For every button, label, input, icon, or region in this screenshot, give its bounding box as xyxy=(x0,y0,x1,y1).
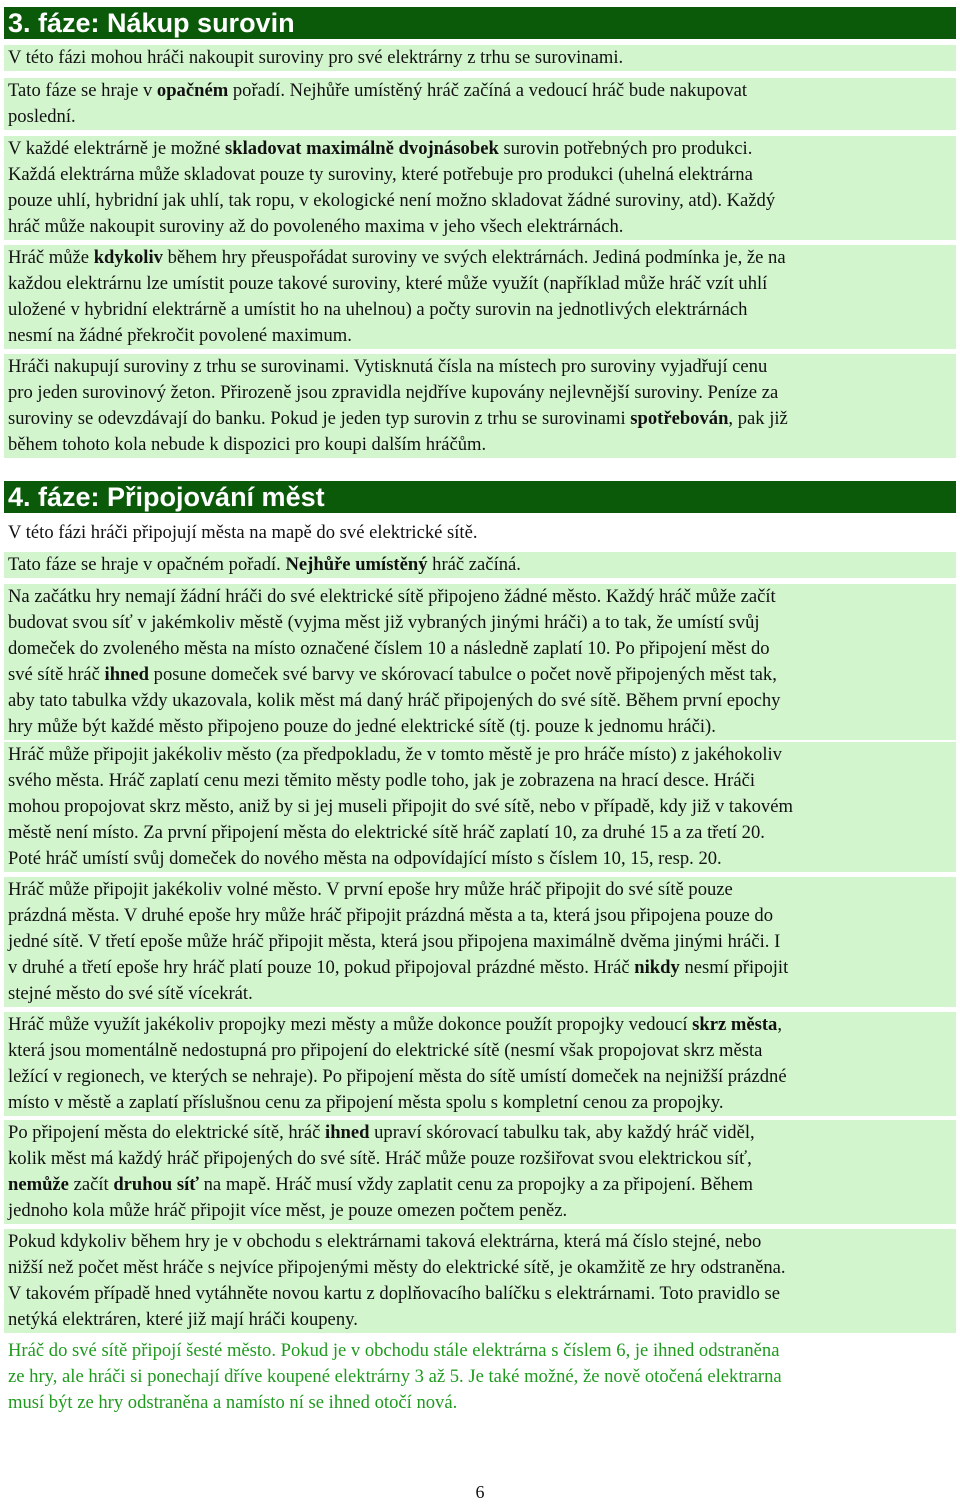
s4-p3-line-1: Na začátku hry nemají žádní hráči do své elektrické sítě připojeno žádné město. Každý hráč může začít xyxy=(8,586,776,607)
s4-p8-line-1: Pokud kdykoliv během hry je v obchodu s elektrárnami taková elektrárna, která má číslo stejné, nebo xyxy=(8,1231,762,1252)
s4-p2-text-a: Tato fáze se hraje v opačném pořadí. xyxy=(8,554,286,575)
s4-p7-bold: ihned xyxy=(325,1122,370,1143)
s4-p3-line-3: domeček do zvoleného města na místo označené číslem 10 a následně zaplatí 10. Po připojení měst do xyxy=(8,638,770,659)
s4-p7-text-b: začít xyxy=(68,1174,114,1195)
s4-p3-line-2: budovat svou síť v jakémkoliv městě (vyjma měst již vybraných jinými hráči) a to tak, že umístí svůj xyxy=(8,612,760,633)
s4-paragraph-9-example xyxy=(4,1338,956,1416)
s3-p5-line-4: během tohoto kola nebude k dispozici pro koupi dalším hráčům. xyxy=(8,434,487,455)
s3-p3-bold: skladovat maximálně dvojnásobek xyxy=(225,138,499,159)
s4-p7-text-c: upraví skórovací tabulku tak, aby každý hráč viděl, xyxy=(369,1122,755,1143)
s4-p2-bold: Nejhůře umístěný xyxy=(285,554,428,575)
s3-paragraph-3 xyxy=(4,136,956,240)
s3-paragraph-1 xyxy=(4,45,956,71)
s4-paragraph-5 xyxy=(4,877,956,1007)
s4-p1-line-1: V této fázi hráči připojují města na mapě do své elektrické sítě. xyxy=(8,522,478,543)
s4-p3-line-4 xyxy=(8,662,952,688)
s4-p5-bold: nikdy xyxy=(634,957,680,978)
s3-p4-line-1 xyxy=(8,245,952,271)
s4-p5-line-5: stejné město do své sítě vícekrát. xyxy=(8,983,253,1004)
s4-paragraph-7 xyxy=(4,1120,956,1224)
s4-p5-line-1: Hráč může připojit jakékoliv volné město. V první epoše hry může hráč připojit do své sítě pouze xyxy=(8,879,733,900)
s3-p4-line-2: každou elektrárnu lze umístit pouze takové suroviny, které může využít (například může hráč vzít uhlí xyxy=(8,273,768,294)
page-number: 6 xyxy=(475,1482,485,1502)
s3-p2-bold: opačném xyxy=(156,80,229,101)
section-3-heading xyxy=(4,7,956,39)
s3-p3-line-2: Každá elektrárna může skladovat pouze ty suroviny, které potřebuje pro produkci (uhelná elektrárna xyxy=(8,164,753,185)
s3-p3-line-3: pouze uhlí, hybridní jak uhlí, tak ropu, v ekologické není možno skladovat žádné suroviny, atd). Každý xyxy=(8,190,776,211)
s4-p6-text-c: , xyxy=(777,1014,783,1035)
section-4-heading-text: 4. fáze: Připojování měst xyxy=(8,482,325,512)
s4-p8-line-2: nižší než počet měst hráče s nejvíce připojenými městy do elektrické sítě, je okamžitě ze hry odstraněna. xyxy=(8,1257,786,1278)
s4-p9-line-3: musí být ze hry odstraněna a namísto ní se ihned otočí nová. xyxy=(8,1392,458,1413)
s3-p5-text-a: suroviny se odevzdávají do banku. Pokud je jeden typ surovin z trhu se surovinami xyxy=(8,408,631,429)
s4-paragraph-6 xyxy=(4,1012,956,1116)
s3-paragraph-5 xyxy=(4,354,956,458)
s4-paragraph-2 xyxy=(4,552,956,578)
s3-p5-text-c: , pak již xyxy=(728,408,788,429)
s3-p5-bold: spotřebován xyxy=(630,408,729,429)
s4-p7-line-4: jednoho kola může hráč připojit více měst, je pouze omezen počtem peněz. xyxy=(8,1200,568,1221)
s4-p5-text-a: v druhé a třetí epoše hry hráč platí pouze 10, pokud připojoval prázdné město. Hráč xyxy=(8,957,635,978)
s4-p8-line-3: V takovém případě hned vytáhněte novou kartu z doplňovacího balíčku s elektrárnami. Toto pravidlo se xyxy=(8,1283,781,1304)
s4-p4-line-1: Hráč může připojit jakékoliv město (za předpokladu, že v tomto městě je pro hráče místo) z jakéhokoliv xyxy=(8,744,782,765)
s4-p6-line-2: která jsou momentálně nedostupná pro připojení do elektrické sítě (nesmí však propojovat skrz města xyxy=(8,1040,763,1061)
s4-p9-line-2: ze hry, ale hráči si ponechají dříve koupené elektrárny 3 až 5. Je také možné, že nově otočená elektrarna xyxy=(8,1366,782,1387)
s4-p2-text-c: hráč začíná. xyxy=(427,554,521,575)
s4-p5-line-4 xyxy=(8,955,952,981)
section-4-heading xyxy=(4,481,956,513)
s4-paragraph-4 xyxy=(4,742,956,872)
s3-p4-text-a: Hráč může xyxy=(8,247,94,268)
s4-p7-bold-a: nemůže xyxy=(8,1174,69,1195)
s4-p3-bold: ihned xyxy=(104,664,149,685)
s3-p4-text-c: během hry přeuspořádat suroviny ve svých elektrárnách. Jediná podmínka je, že na xyxy=(162,247,786,268)
s4-p6-line-4: místo v městě a zaplatí příslušnou cenu za připojení města spolu s kompletní cenou za propojky. xyxy=(8,1092,724,1113)
s4-p3-text-c: posune domeček své barvy ve skórovací tabulce o počet nově připojených měst tak, xyxy=(149,664,777,685)
s4-p7-line-3 xyxy=(8,1172,952,1198)
s4-p5-line-3: jedné sítě. V třetí epoše může hráč připojit města, která jsou připojena maximálně dvěma jinými hráči. I xyxy=(8,931,781,952)
s4-p7-text-d: na mapě. Hráč musí vždy zaplatit cenu za propojky a za připojení. Během xyxy=(198,1174,753,1195)
s4-paragraph-1 xyxy=(4,520,956,546)
s3-p5-line-3 xyxy=(8,406,952,432)
s4-p7-text-a: Po připojení města do elektrické sítě, hráč xyxy=(8,1122,326,1143)
s3-p4-line-4: nesmí na žádné překročit povolené maximum. xyxy=(8,325,352,346)
s4-paragraph-8 xyxy=(4,1229,956,1333)
s3-p4-line-3: uložené v hybridní elektrárně a umístit ho na uhelnou) a počty surovin na jednotlivých elektrárnách xyxy=(8,299,748,320)
s4-p6-line-1 xyxy=(8,1012,952,1038)
s3-p2-text-c: pořadí. Nejhůře umístěný hráč začíná a vedoucí hráč bude nakupovat xyxy=(228,80,748,101)
s4-p6-bold: skrz města xyxy=(692,1014,778,1035)
s4-p3-text-a: své sítě hráč xyxy=(8,664,105,685)
s4-p5-line-2: prázdná města. V druhé epoše hry může hráč připojit prázdná města a ta, která jsou připojena pouze do xyxy=(8,905,773,926)
s3-p3-text-a: V každé elektrárně je možné xyxy=(8,138,225,159)
s3-paragraph-4 xyxy=(4,245,956,349)
s3-p2-text-a: Tato fáze se hraje v xyxy=(8,80,157,101)
s4-p2-line-1 xyxy=(8,552,952,578)
s3-p3-text-c: surovin potřebných pro produkci. xyxy=(498,138,753,159)
section-3-heading-text: 3. fáze: Nákup surovin xyxy=(8,8,295,38)
s4-p4-line-4: městě není místo. Za první připojení města do elektrické sítě hráč zaplatí 10, za druhé 15 a za třetí 20. xyxy=(8,822,765,843)
s3-p5-line-1: Hráči nakupují suroviny z trhu se surovinami. Vytisknutá čísla na místech pro suroviny vyjadřují cenu xyxy=(8,356,768,377)
s3-p3-line-4: hráč může nakoupit suroviny až do povoleného maxima v jeho všech elektrárnách. xyxy=(8,216,624,237)
s4-p7-line-1 xyxy=(8,1120,952,1146)
s4-p6-text-a: Hráč může využít jakékoliv propojky mezi městy a může dokonce použít propojky vedoucí xyxy=(8,1014,693,1035)
s4-p4-line-5: Poté hráč umístí svůj domeček do nového města na odpovídající místo s číslem 10, 15, resp. 20. xyxy=(8,848,722,869)
s4-p4-line-2: svého města. Hráč zaplatí cenu mezi těmito městy podle toho, jak je zobrazena na hrací desce. Hráči xyxy=(8,770,756,791)
s4-p4-line-3: mohou propojovat skrz město, aniž by si jej museli připojit do své sítě, nebo v případě, kdy již v takovém xyxy=(8,796,793,817)
s3-p2-line-1 xyxy=(8,78,952,104)
s4-paragraph-3 xyxy=(4,584,956,740)
s3-paragraph-2 xyxy=(4,78,956,130)
s4-p5-text-c: nesmí připojit xyxy=(679,957,789,978)
s3-p3-line-1 xyxy=(8,136,952,162)
s4-p8-line-4: netýká elektráren, které již mají hráči koupeny. xyxy=(8,1309,358,1330)
s4-p3-line-6: hry může být každé město připojeno pouze do jedné elektrické sítě (tj. pouze k jednomu hráči). xyxy=(8,716,716,737)
s3-p5-line-2: pro jeden surovinový žeton. Přirozeně jsou zpravidla nejdříve kupovány nejlevnější suroviny. Peníze za xyxy=(8,382,779,403)
s4-p9-line-1: Hráč do své sítě připojí šesté město. Pokud je v obchodu stále elektrárna s číslem 6, je ihned odstraněna xyxy=(8,1340,780,1361)
s4-p7-line-2: kolik měst má každý hráč připojených do své sítě. Hráč může pouze rozšiřovat svou elektrickou síť, xyxy=(8,1148,752,1169)
s4-p6-line-3: ležící v regionech, ve kterých se nehraje). Po připojení města do sítě umístí domeček na nejnižší prázdné xyxy=(8,1066,787,1087)
s4-p3-line-5: aby tato tabulka vždy ukazovala, kolik měst má daný hráč připojených do své sítě. Během první epochy xyxy=(8,690,781,711)
s3-p1-line-1: V této fázi mohou hráči nakoupit suroviny pro své elektrárny z trhu se surovinami. xyxy=(8,47,624,68)
s3-p2-line-2: poslední. xyxy=(8,106,76,127)
s4-p7-bold-c: druhou síť xyxy=(113,1174,199,1195)
s3-p4-bold: kdykoliv xyxy=(93,247,163,268)
